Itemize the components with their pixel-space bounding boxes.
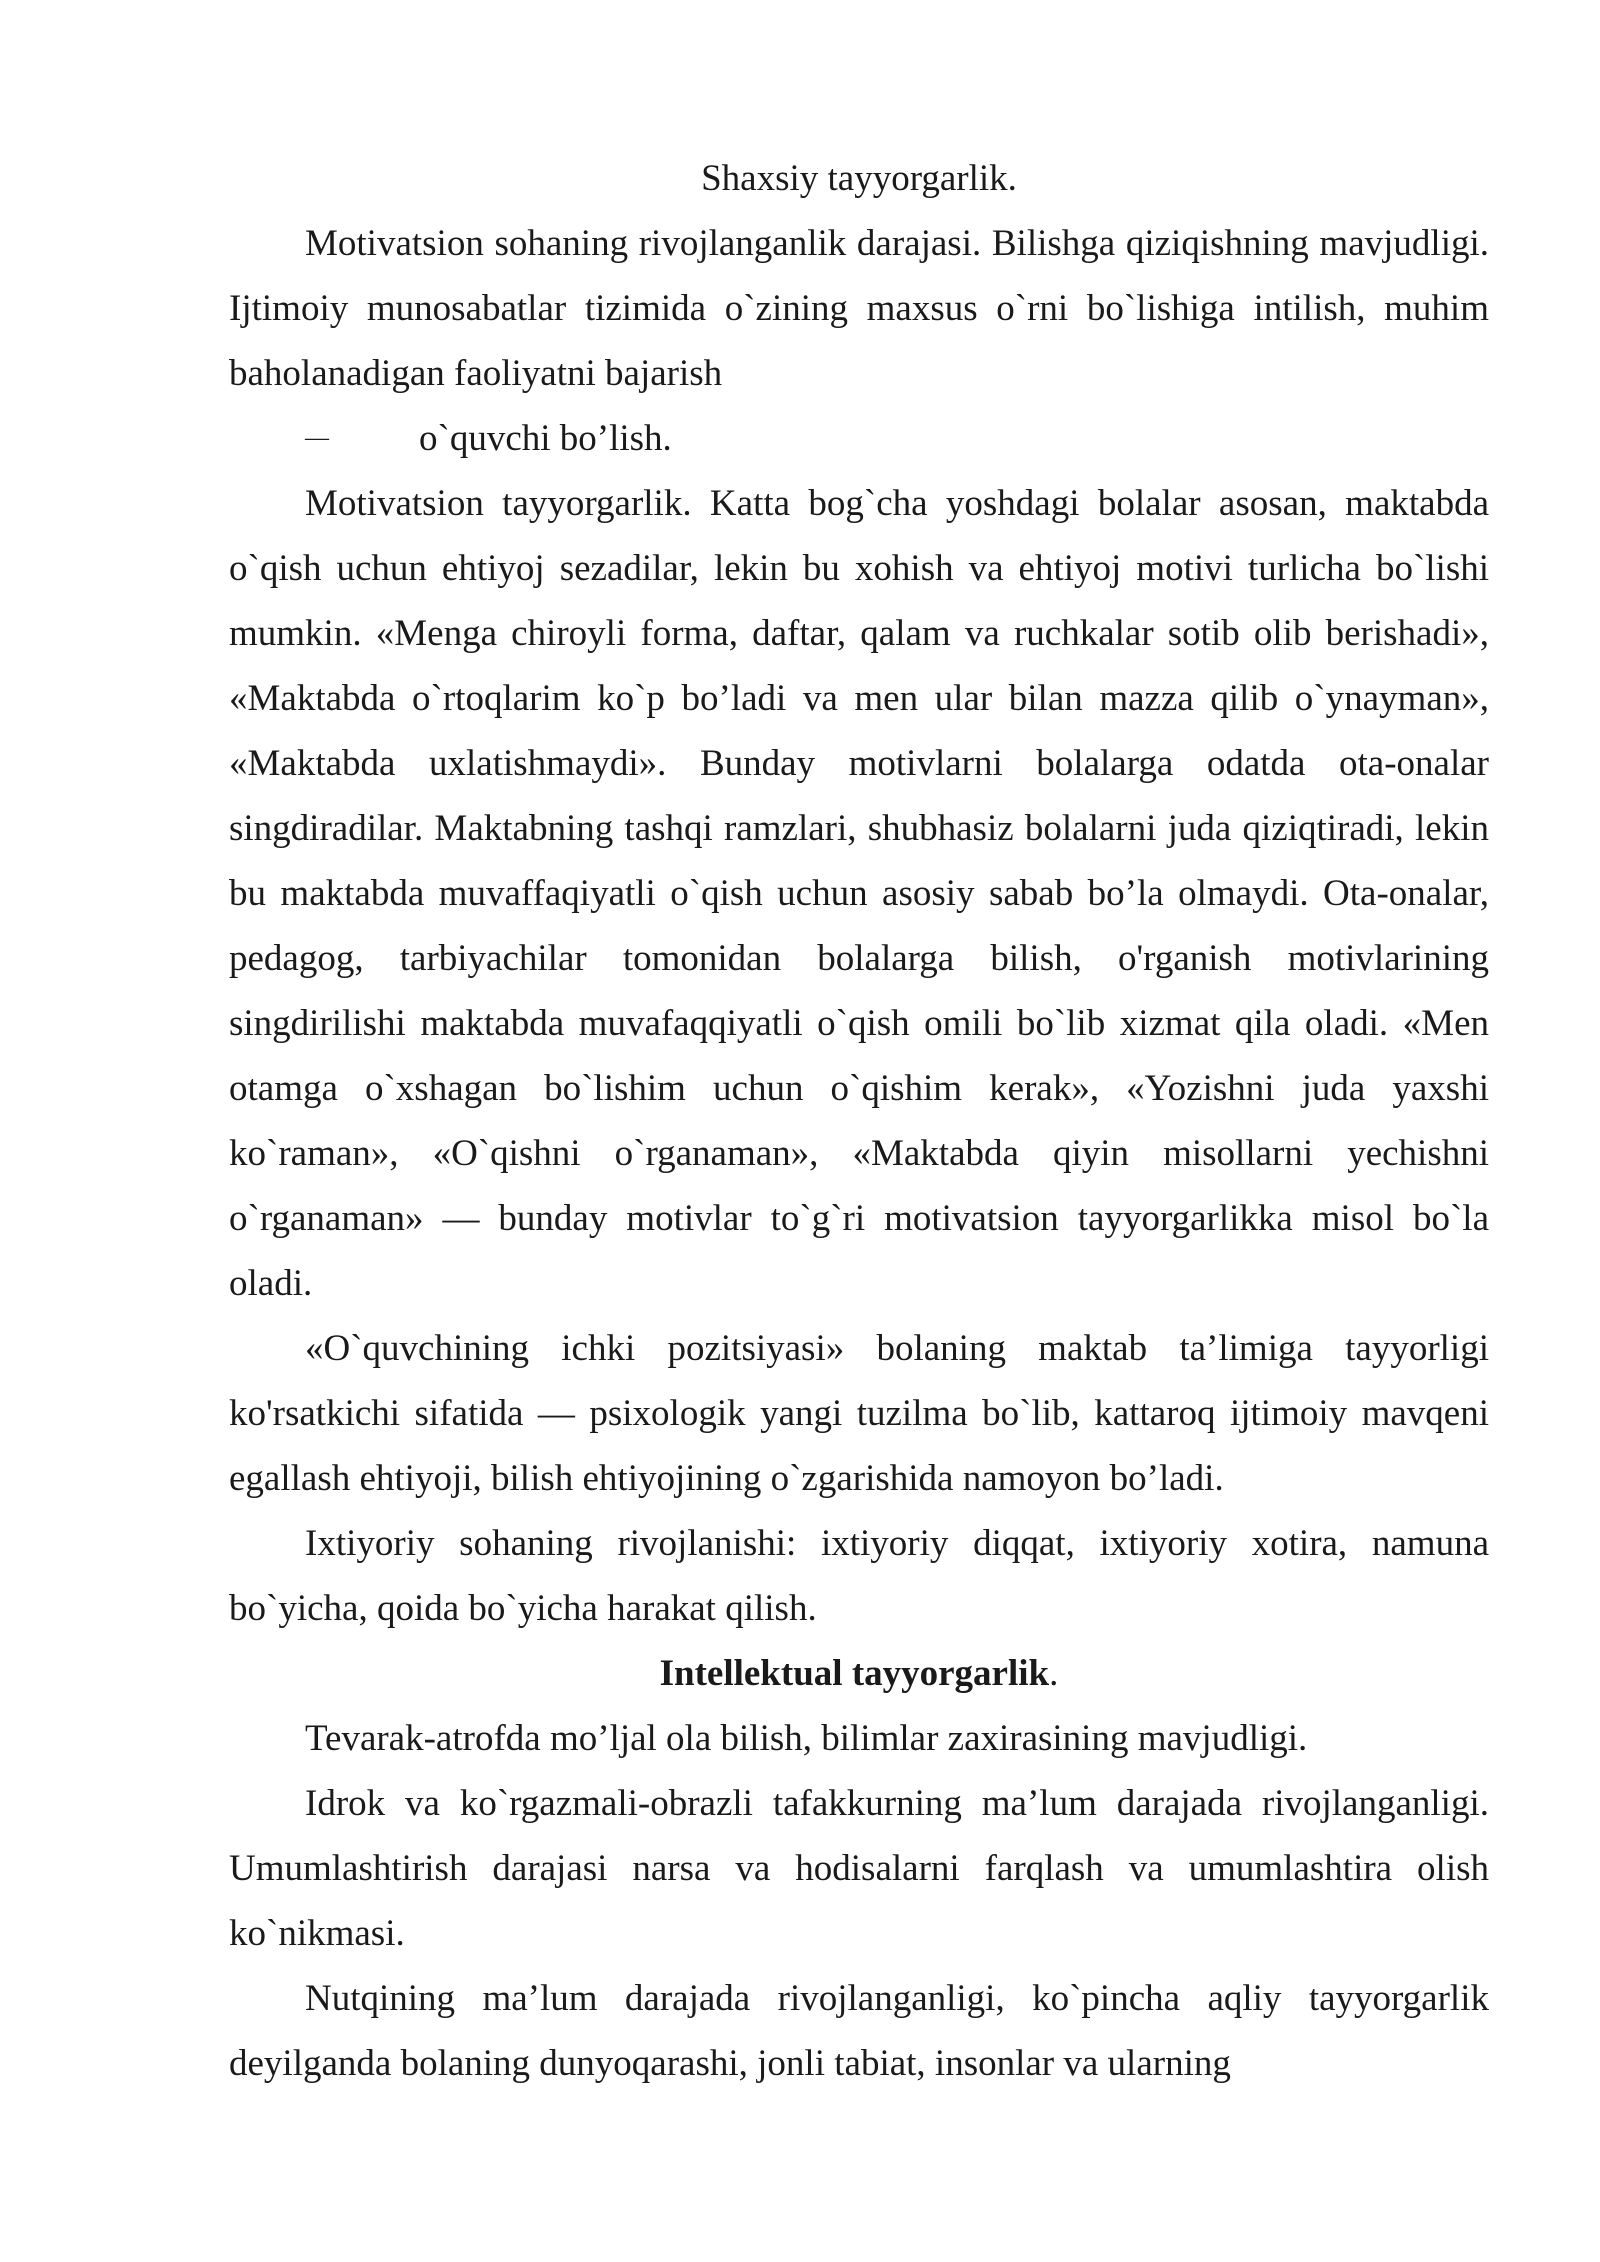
document-page (229, 146, 1489, 2096)
paragraph-orientation: Tevarak-atrofda mo’ljal ola bilish, bilimlar zaxirasining mavjudligi. (305, 1718, 1308, 1759)
paragraph-inner-position: «O`quvchining ichki pozitsiyasi» bolaning maktab ta’limiga tayyorligi ko'rsatkichi sifatida — psixologik yangi tuzilma bo`lib, kattaroq ijtimoiy mavqeni egallash ehtiyoji, bilish ehtiyojining o`zgarishida namoyon bo’ladi. (229, 1328, 1489, 1499)
dash-marker: — (305, 425, 329, 451)
section-heading-intellectual-period: . (1049, 1653, 1059, 1694)
paragraph-perception-thinking: Idrok va ko`rgazmali-obrazli tafakkurning ma’lum darajada rivojlanganligi. Umumlashtirish darajasi narsa va hodisalarni farqlash va umumlashtira olish ko`nikmasi. (229, 1783, 1489, 1954)
section-heading-intellectual-readiness (229, 1641, 1489, 1706)
paragraph-motivational-sphere: Motivatsion sohaning rivojlanganlik darajasi. Bilishga qiziqishning mavjudligi. Ijtimoiy munosabatlar tizimida o`zining maxsus o`rni bo`lishiga intilish, muhim baholanadigan faoliyatni bajarish (229, 223, 1489, 394)
section-heading-intellectual-text: Intellektual tayyorgarlik (659, 1653, 1050, 1694)
section-heading-personal-readiness: Shaxsiy tayyorgarlik. (701, 158, 1017, 199)
paragraph-motivational-readiness: Motivatsion tayyorgarlik. Katta bog`cha yoshdagi bolalar asosan, maktabda o`qish uchun ehtiyoj sezadilar, lekin bu xohish va ehtiyoj motivi turlicha bo`lishi mumkin. «Menga chiroyli forma, daftar, qalam va ruchkalar sotib olib berishadi», «Maktabda o`rtoqlarim ko`p bo’ladi va men ular bilan mazza qilib o`ynayman», «Maktabda uxlatishmaydi». Bunday motivlarni bolalarga odatda ota-onalar singdiradilar. Maktabning tashqi ramzlari, shubhasiz bolalarni juda qiziqtiradi, lekin bu maktabda muvaffaqiyatli o`qish uchun asosiy sabab bo’la olmaydi. Ota-onalar, pedagog, tarbiyachilar tomonidan bolalarga bilish, o'rganish motivlarining singdirilishi maktabda muvafaqqiyatli o`qish omili bo`lib xizmat qila oladi. «Men otamga o`xshagan bo`lishim uchun o`qishim kerak», «Yozishni juda yaxshi ko`raman», «O`qishni o`rganaman», «Maktabda qiyin misollarni yechishni o`rganaman» — bunday motivlar to`g`ri motivatsion tayyorgarlikka misol bo`la oladi. (229, 483, 1489, 1304)
paragraph-speech-development: Nutqining ma’lum darajada rivojlanganligi, ko`pincha aqliy tayyorgarlik deyilganda bolaning dunyoqarashi, jonli tabiat, insonlar va ularning (229, 1978, 1489, 2084)
paragraph-voluntary-sphere: Ixtiyoriy sohaning rivojlanishi: ixtiyoriy diqqat, ixtiyoriy xotira, namuna bo`yicha, qoida bo`yicha harakat qilish. (229, 1523, 1489, 1629)
dash-list-item-text: o`quvchi bo’lish. (419, 418, 672, 459)
dash-list-item (229, 406, 1489, 471)
